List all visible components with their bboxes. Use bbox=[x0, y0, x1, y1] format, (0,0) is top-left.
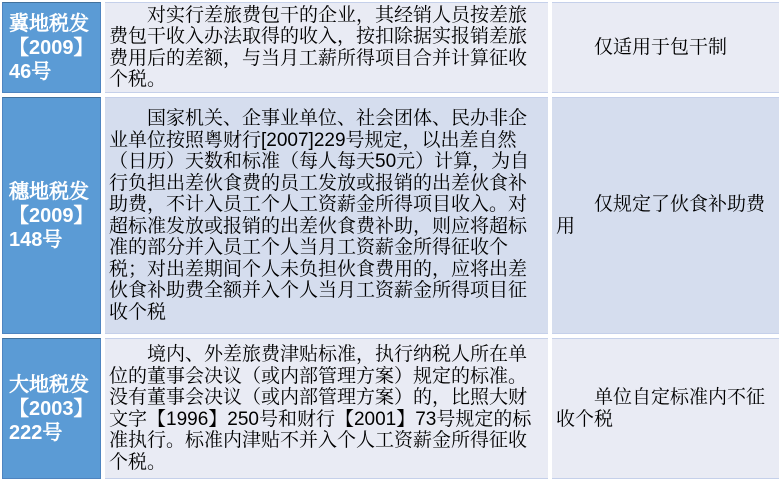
document-number-cell: 大地税发【2003】222号 bbox=[2, 338, 101, 479]
table-row bbox=[2, 2, 779, 93]
regulation-text-cell bbox=[105, 2, 548, 93]
regulation-text-cell bbox=[105, 338, 548, 479]
document-number-cell: 冀地税发【2009】46号 bbox=[2, 2, 101, 93]
regulation-paragraph: 对实行差旅费包干的企业，其经销人员按差旅费包干收入办法取得的收入，按扣除据实报销差旅费用后的差额，与当月工薪所得项目合并计算征收个税。 bbox=[109, 4, 528, 90]
remark-paragraph: 仅规定了伙食补助费用 bbox=[556, 194, 766, 237]
remark-cell bbox=[552, 97, 779, 334]
remark-paragraph: 仅适用于包干制 bbox=[594, 36, 728, 58]
regulation-paragraph: 境内、外差旅费津贴标准，执行纳税人所在单位的董事会决议（或内部管理方案）规定的标准。没有董事会决议（或内部管理方案）的，比照大财文字【1996】250号和财行【2001】73号规定的标准执行。标准内津贴不并入个人工资薪金所得征收个税。 bbox=[109, 344, 532, 473]
table-row bbox=[2, 97, 779, 334]
regulation-paragraph: 国家机关、企事业单位、社会团体、民办非企业单位按照粤财行[2007]229号规定，以出差自然（日历）天数和标准（每人每天50元）计算，为自行负担出差伙食费的员工发放或报销的出差伙食补助费，不计入员工个人工资薪金所得项目收入。对超标准发放或报销的出差伙食费补助，则应将超标准的部分并入员工个人当月工资薪金所得征收个税；对出差期间个人未负担伙食费用的，应将出差伙食补助费全额并入个人当月工资薪金所得项目征收个税 bbox=[109, 108, 530, 323]
remark-paragraph: 单位自定标准内不征收个税 bbox=[556, 387, 766, 430]
document-number-cell: 穗地税发【2009】148号 bbox=[2, 97, 101, 334]
remark-cell bbox=[552, 338, 779, 479]
regulation-text-cell bbox=[105, 97, 548, 334]
table-row bbox=[2, 338, 779, 479]
remark-cell bbox=[552, 2, 779, 93]
